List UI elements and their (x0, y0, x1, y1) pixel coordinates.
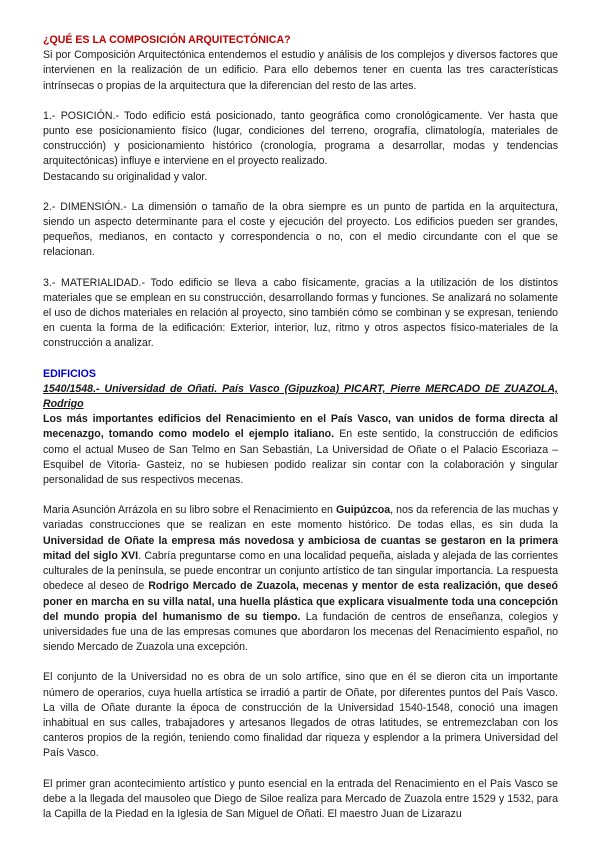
building-subheading: 1540/1548.- Universidad de Oñati. País Vasco (Gipuzkoa) PICART, Pierre MERCADO DE ZUAZOLA, Rodrigo (43, 382, 558, 411)
p2-f: Rodrigo Mercado de Zuazola, mecenas y mentor de esta realización, que deseó poner en marcha en su villa natal, una huella plástica que explicara visualmente toda una concepción del mundo propia del humanismo de su tiempo. (43, 580, 558, 623)
composicion-title: ¿QUÉ ES LA COMPOSICIÓN ARQUITECTÓNICA? (43, 34, 291, 46)
materialidad-paragraph: 3.- MATERIALIDAD.- Todo edificio se lleva a cabo físicamente, gracias a la utilización de los distintos materiales que se emplean en su construcción, desarrollando formas y funciones. Se analizará no solamente el uso de dichos materiales en relación al proyecto, sino también cómo se combinan y se expresan, teniendo en cuenta la forma de la edificación: Exterior, interior, luz, ritmo y otros aspectos físico-materiales de la construcción a analizar. (43, 276, 558, 350)
p2-c: , nos da referencia de las muchas y variadas construcciones que se realizan en este momento histórico. De todas ellas, es sin duda la (43, 504, 559, 532)
p2-g: La fundación de centros de enseñanza, colegios y universidades fue una de las empresas comunes que abordaron los mecenas del Renacimiento español, no siendo Mercado de Zuazola una excepción. (43, 610, 559, 654)
document-page (43, 33, 558, 822)
edificios-paragraph-3: El conjunto de la Universidad no es obra de un solo artífice, sino que en él se dieron cita un importante número de operarios, cuya huella artística se irradió a partir de Oñate, por diferentes puntos del País Vasco. La villa de Oñate durante la época de construcción de la Universidad 1540-1548, conoció una imagen inhabitual en sus calles, trabajadores y artesanos llegados de otras latitudes, se entremezclaban con los canteros propios de la región, teniendo como finalidad dar riqueza y esplendor a la primera Universidad del País Vasco. (43, 671, 558, 760)
edificios-paragraph-1 (43, 412, 558, 488)
composicion-intro: Si por Composición Arquitectónica entendemos el estudio y análisis de los complejos y diversos factores que intervienen en la realización de un edificio. Para ello debemos tener en cuenta las tres características intrínsecas o propias de la arquitectura que la diferencian del resto de las artes. (43, 49, 558, 92)
posicion-paragraph: 1.- POSICIÓN.- Todo edificio está posicionado, tanto geográfica como cronológicamente. Ver hasta que punto ese posicionamiento físico (lugar, condiciones del terreno, orografía, climatología, materiales de construcción) y posicionamiento histórico (cronología, programa a desarrollar, modas y tendencias arquitectónicas) influye e interviene en el proyecto realizado. (43, 109, 558, 168)
p1-bold: Los más importantes edificios del Renacimiento en el País Vasco, van unidos de forma directa al mecenazgo, tomando como modelo el ejemplo italiano. (43, 413, 558, 441)
edificios-paragraph-4: El primer gran acontecimiento artístico y punto esencial en la entrada del Renacimiento en el País Vasco se debe a la llegada del mausoleo que Diego de Siloe realiza para Mercado de Zuazola entre 1529 y 1532, para la Capilla de la Piedad en la Iglesia de San Miguel de Oñati. El maestro Juan de Lizarazu (43, 777, 558, 820)
edificios-paragraph-2 (43, 503, 558, 655)
dimension-paragraph: 2.- DIMENSIÓN.- La dimensión o tamaño de la obra siempre es un punto de partida en la arquitectura, siendo un aspecto determinante para el coste y ejecución del proyecto. Los edificios pueden ser grandes, pequeños, medianos, en contacto y correspondencia o no, con el medio circundante con el que se relacionan. (43, 200, 558, 259)
p1-rest: En este sentido, la construcción de edificios como el actual Museo de San Telmo en San Sebastián, La Universidad de Oñate o el Palacio Escoriaza – Esquibel de Vitoria- Gasteiz, no se hubiesen podido realizar sin contar con la colaboración y singular personalidad de sus respectivos mecenas. (43, 428, 558, 487)
p2-b: Guipúzcoa (335, 504, 391, 517)
p2-e: . Cabría preguntarse como en una localidad pequeña, aislada y alejada de las corrientes culturales de la península, se puede encontrar un conjunto artístico de tan singular importancia. La respuesta obedece al deseo de (43, 549, 559, 593)
edificios-heading: EDIFICIOS (43, 367, 96, 380)
p2-d: Universidad de Oñate la empresa más novedosa y ambiciosa de cuantas se gestaron en la primera mitad del siglo XVI (43, 534, 558, 562)
posicion-extra: Destacando su originalidad y valor. (43, 170, 208, 183)
p2-a: Maria Asunción Arrázola en su libro sobre el Renacimiento en (43, 504, 336, 517)
